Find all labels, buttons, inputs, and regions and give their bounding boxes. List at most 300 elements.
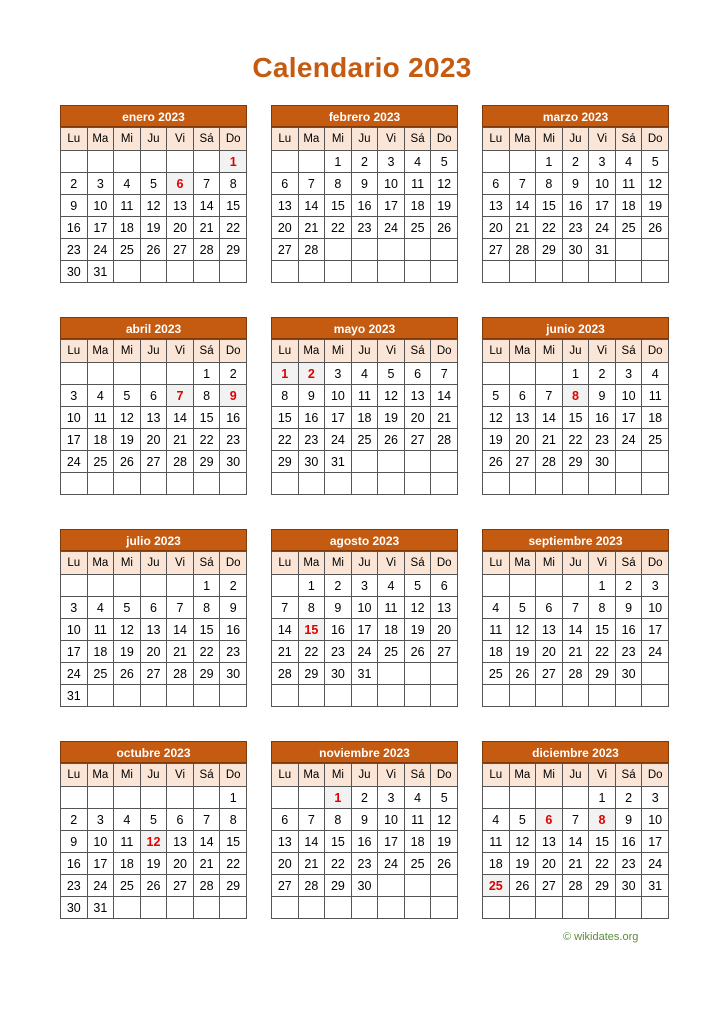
empty-day-cell — [642, 261, 669, 283]
day-cell: 28 — [562, 875, 589, 897]
weekday-header: Vi — [589, 128, 616, 151]
empty-day-cell — [193, 473, 220, 495]
empty-day-cell — [87, 151, 114, 173]
day-cell: 24 — [61, 663, 88, 685]
day-cell: 21 — [562, 853, 589, 875]
weekday-header: Sá — [404, 340, 431, 363]
day-cell: 3 — [61, 385, 88, 407]
weekday-header: Lu — [483, 128, 510, 151]
month-table — [60, 339, 247, 495]
day-cell: 27 — [536, 875, 563, 897]
month-table — [60, 127, 247, 283]
week-row — [272, 875, 458, 897]
day-cell: 29 — [589, 663, 616, 685]
empty-day-cell — [140, 151, 167, 173]
empty-day-cell — [114, 363, 141, 385]
day-cell: 17 — [87, 217, 114, 239]
empty-day-cell — [140, 787, 167, 809]
day-cell: 13 — [404, 385, 431, 407]
week-row — [483, 663, 669, 685]
day-cell: 13 — [140, 407, 167, 429]
empty-day-cell — [509, 473, 536, 495]
week-row — [61, 663, 247, 685]
day-cell: 30 — [220, 451, 247, 473]
day-cell: 14 — [193, 831, 220, 853]
day-cell: 17 — [642, 831, 669, 853]
weekday-header: Lu — [483, 552, 510, 575]
empty-day-cell — [193, 685, 220, 707]
weekday-header: Vi — [589, 340, 616, 363]
weekday-header: Ma — [87, 764, 114, 787]
day-cell: 12 — [431, 173, 458, 195]
day-cell: 20 — [272, 853, 299, 875]
day-cell: 11 — [642, 385, 669, 407]
weekday-header: Do — [431, 128, 458, 151]
day-cell: 13 — [272, 195, 299, 217]
holiday-day-cell: 6 — [167, 173, 194, 195]
empty-day-cell — [404, 685, 431, 707]
day-cell: 3 — [642, 575, 669, 597]
month-block — [271, 529, 458, 707]
day-cell: 13 — [536, 619, 563, 641]
day-cell: 14 — [298, 195, 325, 217]
day-cell: 2 — [615, 575, 642, 597]
empty-day-cell — [114, 575, 141, 597]
weekday-header: Vi — [589, 552, 616, 575]
day-cell: 7 — [298, 173, 325, 195]
month-title: enero 2023 — [60, 105, 247, 127]
day-cell: 28 — [431, 429, 458, 451]
day-cell: 28 — [509, 239, 536, 261]
day-cell: 20 — [536, 641, 563, 663]
empty-day-cell — [589, 685, 616, 707]
empty-day-cell — [167, 685, 194, 707]
week-row — [483, 473, 669, 495]
day-cell: 12 — [642, 173, 669, 195]
day-cell: 20 — [536, 853, 563, 875]
empty-day-cell — [351, 473, 378, 495]
weekday-header: Vi — [378, 764, 405, 787]
day-cell: 19 — [378, 407, 405, 429]
weekday-header: Lu — [61, 340, 88, 363]
day-cell: 17 — [61, 641, 88, 663]
empty-day-cell — [404, 875, 431, 897]
day-cell: 21 — [562, 641, 589, 663]
month-block — [271, 105, 458, 283]
day-cell: 5 — [114, 385, 141, 407]
day-cell: 15 — [220, 831, 247, 853]
day-cell: 30 — [615, 875, 642, 897]
weekday-header: Ma — [298, 128, 325, 151]
day-cell: 12 — [404, 597, 431, 619]
day-cell: 15 — [272, 407, 299, 429]
day-cell: 27 — [140, 451, 167, 473]
week-row — [483, 641, 669, 663]
day-cell: 29 — [220, 239, 247, 261]
day-cell: 14 — [536, 407, 563, 429]
weekday-header: Do — [431, 552, 458, 575]
weekday-header: Vi — [167, 340, 194, 363]
day-cell: 21 — [193, 853, 220, 875]
day-cell: 1 — [562, 363, 589, 385]
day-cell: 21 — [193, 217, 220, 239]
month-block — [60, 741, 247, 919]
empty-day-cell — [325, 261, 352, 283]
day-cell: 22 — [193, 429, 220, 451]
day-cell: 31 — [642, 875, 669, 897]
empty-day-cell — [483, 575, 510, 597]
weekday-header: Sá — [615, 128, 642, 151]
empty-day-cell — [483, 897, 510, 919]
day-cell: 31 — [325, 451, 352, 473]
day-cell: 18 — [114, 217, 141, 239]
day-cell: 24 — [589, 217, 616, 239]
day-cell: 28 — [298, 239, 325, 261]
day-cell: 13 — [140, 619, 167, 641]
day-cell: 25 — [404, 217, 431, 239]
week-row — [272, 385, 458, 407]
weekday-header: Ma — [509, 764, 536, 787]
day-cell: 19 — [509, 853, 536, 875]
day-cell: 3 — [378, 787, 405, 809]
week-row — [272, 473, 458, 495]
day-cell: 29 — [272, 451, 299, 473]
empty-day-cell — [642, 685, 669, 707]
day-cell: 10 — [615, 385, 642, 407]
weekday-header: Sá — [404, 128, 431, 151]
empty-day-cell — [193, 261, 220, 283]
weekday-header: Mi — [536, 764, 563, 787]
empty-day-cell — [298, 787, 325, 809]
empty-day-cell — [431, 685, 458, 707]
weekday-header: Ma — [298, 552, 325, 575]
day-cell: 20 — [404, 407, 431, 429]
week-row — [272, 787, 458, 809]
empty-day-cell — [615, 239, 642, 261]
day-cell: 6 — [536, 597, 563, 619]
day-cell: 31 — [589, 239, 616, 261]
day-cell: 13 — [272, 831, 299, 853]
weekday-header: Do — [220, 764, 247, 787]
day-cell: 2 — [220, 575, 247, 597]
day-cell: 1 — [589, 575, 616, 597]
day-cell: 7 — [272, 597, 299, 619]
empty-day-cell — [220, 685, 247, 707]
day-cell: 31 — [87, 897, 114, 919]
week-row — [483, 809, 669, 831]
month-table — [271, 339, 458, 495]
day-cell: 30 — [61, 261, 88, 283]
month-title: abril 2023 — [60, 317, 247, 339]
month-title: octubre 2023 — [60, 741, 247, 763]
weekday-header: Vi — [589, 764, 616, 787]
day-cell: 25 — [114, 875, 141, 897]
weekday-header: Ma — [509, 340, 536, 363]
empty-day-cell — [325, 239, 352, 261]
day-cell: 20 — [140, 641, 167, 663]
day-cell: 6 — [483, 173, 510, 195]
day-cell: 20 — [167, 853, 194, 875]
month-block — [60, 317, 247, 495]
day-cell: 24 — [351, 641, 378, 663]
day-cell: 6 — [431, 575, 458, 597]
empty-day-cell — [431, 663, 458, 685]
day-cell: 16 — [220, 619, 247, 641]
weekday-header: Ju — [562, 128, 589, 151]
weekday-header: Lu — [272, 340, 299, 363]
day-cell: 13 — [167, 831, 194, 853]
month-block — [482, 105, 669, 283]
day-cell: 27 — [140, 663, 167, 685]
day-cell: 4 — [114, 809, 141, 831]
day-cell: 11 — [87, 407, 114, 429]
week-row — [61, 685, 247, 707]
weekday-header: Do — [642, 128, 669, 151]
day-cell: 3 — [87, 809, 114, 831]
day-cell: 19 — [509, 641, 536, 663]
day-cell: 30 — [61, 897, 88, 919]
day-cell: 1 — [325, 151, 352, 173]
weekday-header: Sá — [615, 764, 642, 787]
day-cell: 26 — [431, 217, 458, 239]
weekday-header: Mi — [114, 764, 141, 787]
day-cell: 28 — [193, 239, 220, 261]
day-cell: 9 — [61, 195, 88, 217]
day-cell: 9 — [61, 831, 88, 853]
day-cell: 18 — [642, 407, 669, 429]
day-cell: 14 — [167, 407, 194, 429]
empty-day-cell — [167, 151, 194, 173]
day-cell: 23 — [298, 429, 325, 451]
day-cell: 8 — [589, 597, 616, 619]
week-row — [272, 407, 458, 429]
week-row — [61, 473, 247, 495]
day-cell: 19 — [642, 195, 669, 217]
day-cell: 26 — [431, 853, 458, 875]
weekday-header: Do — [642, 552, 669, 575]
day-cell: 31 — [61, 685, 88, 707]
day-cell: 2 — [351, 151, 378, 173]
day-cell: 1 — [193, 575, 220, 597]
empty-day-cell — [483, 473, 510, 495]
weekday-header: Ju — [562, 552, 589, 575]
day-cell: 15 — [325, 195, 352, 217]
month-block — [271, 741, 458, 919]
empty-day-cell — [404, 663, 431, 685]
weekday-header: Ju — [351, 552, 378, 575]
weekday-header: Do — [220, 340, 247, 363]
day-cell: 20 — [431, 619, 458, 641]
day-cell: 4 — [483, 809, 510, 831]
day-cell: 29 — [589, 875, 616, 897]
day-cell: 12 — [509, 619, 536, 641]
day-cell: 25 — [404, 853, 431, 875]
weekday-header: Ma — [87, 128, 114, 151]
month-block — [60, 105, 247, 283]
day-cell: 12 — [114, 619, 141, 641]
day-cell: 15 — [562, 407, 589, 429]
empty-day-cell — [378, 261, 405, 283]
day-cell: 4 — [378, 575, 405, 597]
day-cell: 23 — [615, 853, 642, 875]
week-row — [483, 597, 669, 619]
day-cell: 18 — [483, 641, 510, 663]
day-cell: 25 — [351, 429, 378, 451]
day-cell: 23 — [61, 875, 88, 897]
week-row — [483, 407, 669, 429]
day-cell: 5 — [509, 809, 536, 831]
empty-day-cell — [351, 261, 378, 283]
empty-day-cell — [140, 897, 167, 919]
day-cell: 14 — [509, 195, 536, 217]
day-cell: 6 — [167, 809, 194, 831]
week-row — [61, 787, 247, 809]
day-cell: 23 — [220, 429, 247, 451]
holiday-day-cell: 7 — [167, 385, 194, 407]
empty-day-cell — [431, 239, 458, 261]
day-cell: 10 — [642, 597, 669, 619]
day-cell: 22 — [589, 853, 616, 875]
weekday-header: Lu — [483, 340, 510, 363]
day-cell: 27 — [536, 663, 563, 685]
day-cell: 22 — [298, 641, 325, 663]
empty-day-cell — [114, 897, 141, 919]
day-cell: 12 — [509, 831, 536, 853]
day-cell: 11 — [615, 173, 642, 195]
day-cell: 5 — [509, 597, 536, 619]
day-cell: 22 — [562, 429, 589, 451]
day-cell: 21 — [509, 217, 536, 239]
weekday-header: Mi — [325, 128, 352, 151]
empty-day-cell — [220, 261, 247, 283]
day-cell: 7 — [193, 809, 220, 831]
month-title: agosto 2023 — [271, 529, 458, 551]
weekday-header: Ma — [87, 340, 114, 363]
day-cell: 6 — [272, 809, 299, 831]
day-cell: 12 — [140, 195, 167, 217]
month-table — [271, 763, 458, 919]
day-cell: 12 — [431, 809, 458, 831]
day-cell: 8 — [193, 385, 220, 407]
day-cell: 24 — [642, 853, 669, 875]
day-cell: 30 — [325, 663, 352, 685]
week-row — [272, 575, 458, 597]
weekday-header: Ju — [562, 764, 589, 787]
empty-day-cell — [298, 473, 325, 495]
day-cell: 25 — [114, 239, 141, 261]
weekday-header: Mi — [325, 340, 352, 363]
day-cell: 19 — [114, 429, 141, 451]
empty-day-cell — [298, 897, 325, 919]
empty-day-cell — [431, 473, 458, 495]
day-cell: 8 — [220, 173, 247, 195]
week-row — [61, 363, 247, 385]
day-cell: 13 — [536, 831, 563, 853]
empty-day-cell — [325, 685, 352, 707]
empty-day-cell — [378, 451, 405, 473]
empty-day-cell — [140, 685, 167, 707]
week-row — [483, 685, 669, 707]
empty-day-cell — [615, 685, 642, 707]
empty-day-cell — [615, 897, 642, 919]
empty-day-cell — [298, 151, 325, 173]
empty-day-cell — [483, 151, 510, 173]
month-block — [482, 317, 669, 495]
day-cell: 18 — [114, 853, 141, 875]
empty-day-cell — [114, 685, 141, 707]
month-table — [271, 551, 458, 707]
day-cell: 5 — [114, 597, 141, 619]
day-cell: 29 — [220, 875, 247, 897]
week-row — [61, 641, 247, 663]
day-cell: 15 — [325, 831, 352, 853]
empty-day-cell — [562, 897, 589, 919]
day-cell: 4 — [404, 787, 431, 809]
week-row — [61, 897, 247, 919]
day-cell: 26 — [509, 663, 536, 685]
weekday-header: Vi — [378, 128, 405, 151]
day-cell: 19 — [114, 641, 141, 663]
weekday-header: Mi — [325, 552, 352, 575]
week-row — [61, 173, 247, 195]
day-cell: 18 — [404, 831, 431, 853]
empty-day-cell — [378, 685, 405, 707]
day-cell: 22 — [193, 641, 220, 663]
day-cell: 13 — [431, 597, 458, 619]
day-cell: 15 — [193, 619, 220, 641]
day-cell: 6 — [404, 363, 431, 385]
day-cell: 13 — [483, 195, 510, 217]
day-cell: 24 — [61, 451, 88, 473]
weekday-header: Mi — [114, 128, 141, 151]
week-row — [272, 853, 458, 875]
day-cell: 4 — [404, 151, 431, 173]
day-cell: 26 — [140, 239, 167, 261]
day-cell: 3 — [325, 363, 352, 385]
weekday-header: Sá — [193, 552, 220, 575]
day-cell: 23 — [615, 641, 642, 663]
month-table — [482, 551, 669, 707]
month-title: noviembre 2023 — [271, 741, 458, 763]
day-cell: 25 — [87, 663, 114, 685]
empty-day-cell — [615, 473, 642, 495]
weekday-header: Mi — [536, 340, 563, 363]
day-cell: 18 — [404, 195, 431, 217]
holiday-day-cell: 9 — [220, 385, 247, 407]
week-row — [61, 407, 247, 429]
day-cell: 29 — [325, 875, 352, 897]
day-cell: 16 — [298, 407, 325, 429]
empty-day-cell — [167, 363, 194, 385]
week-row — [483, 195, 669, 217]
weekday-header: Ju — [562, 340, 589, 363]
day-cell: 4 — [87, 385, 114, 407]
weekday-header: Ju — [140, 552, 167, 575]
weekday-header: Vi — [167, 552, 194, 575]
day-cell: 20 — [272, 217, 299, 239]
empty-day-cell — [642, 663, 669, 685]
day-cell: 16 — [61, 853, 88, 875]
weekday-header: Do — [642, 340, 669, 363]
empty-day-cell — [220, 897, 247, 919]
empty-day-cell — [536, 575, 563, 597]
empty-day-cell — [615, 451, 642, 473]
week-row — [61, 597, 247, 619]
day-cell: 30 — [589, 451, 616, 473]
week-row — [483, 239, 669, 261]
day-cell: 26 — [483, 451, 510, 473]
day-cell: 2 — [61, 809, 88, 831]
